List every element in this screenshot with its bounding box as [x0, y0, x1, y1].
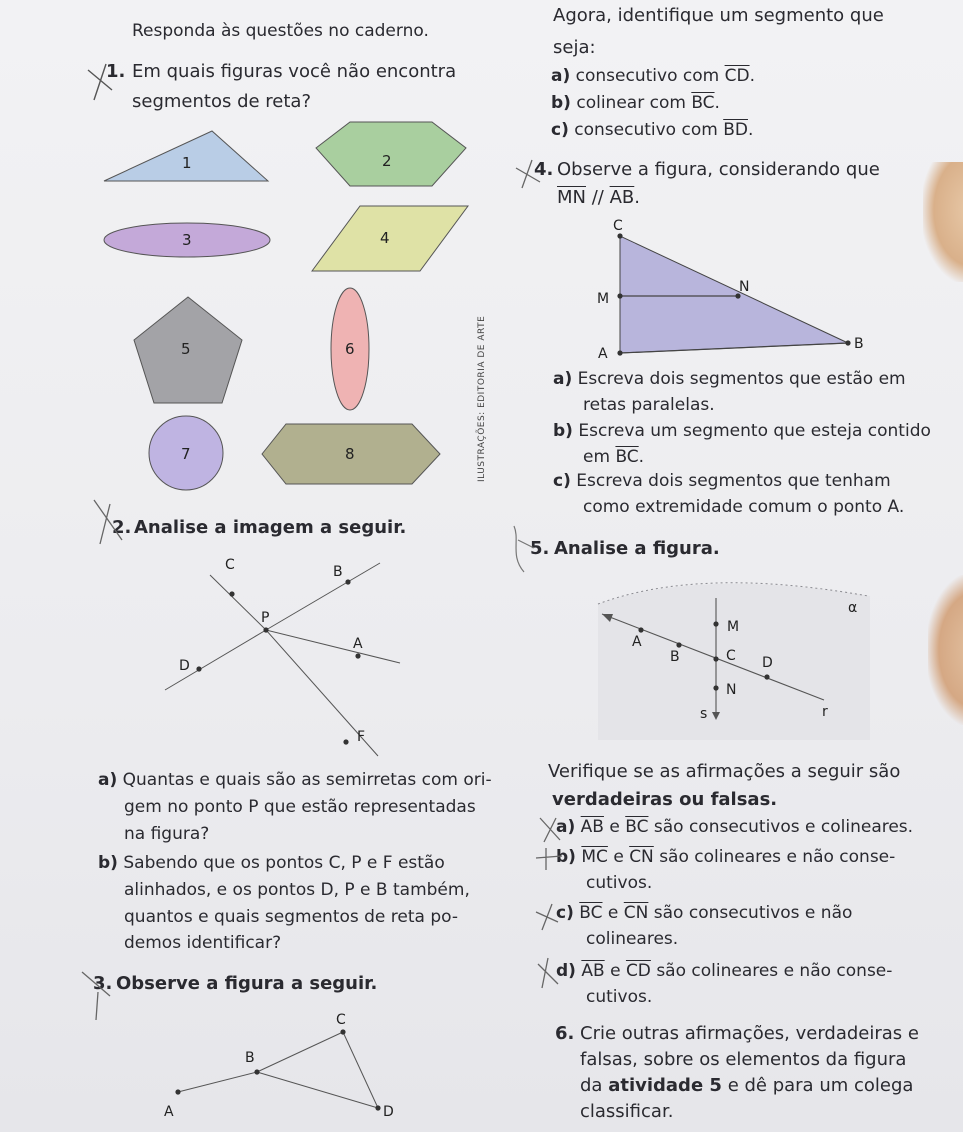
segment-bc: $\overline{BC}$	[615, 447, 639, 467]
q2-label-p: P	[261, 610, 270, 626]
q5-text: Analise a figura.	[554, 538, 720, 559]
q4-item-c-line2: como extremidade comum o ponto A.	[583, 497, 905, 517]
right-item-b: b) colinear com $\overline{BC}$.	[551, 93, 720, 113]
q2-item-b-line4: demos identificar?	[124, 933, 282, 953]
q5-verify-line1: Verifique se as afirmações a seguir são	[548, 761, 901, 782]
point-f	[343, 739, 348, 744]
point-c	[713, 656, 718, 661]
q4-number: 4.	[534, 159, 554, 180]
segment-ab: $\overline{AB}$	[609, 187, 635, 208]
q5-verify-line2: verdadeiras ou falsas.	[552, 789, 778, 810]
point-a	[175, 1089, 180, 1094]
q2-label-d: D	[179, 658, 190, 674]
item-label: d)	[556, 961, 576, 981]
q2-label-b: B	[333, 564, 343, 580]
q3-label-d: D	[383, 1104, 394, 1120]
q2-item-a-line3: na figura?	[124, 824, 210, 844]
segment: $\overline{CN}$	[623, 903, 649, 923]
item-label: a)	[98, 770, 118, 790]
segment: $\overline{BC}$	[625, 817, 649, 837]
item-text: são consecutivos e não	[653, 903, 853, 923]
q5-label-m: M	[727, 619, 740, 635]
segment-bd: $\overline{BD}$	[723, 120, 748, 140]
q4-label-c: C	[613, 218, 623, 234]
point-d	[375, 1105, 380, 1110]
figure-label-3: 3	[182, 231, 192, 249]
point-c	[229, 591, 234, 596]
q5-label-alpha: α	[848, 600, 858, 616]
q2-label-f: F	[357, 729, 366, 745]
segment: $\overline{CD}$	[625, 961, 651, 981]
q3-number: 3.	[93, 973, 113, 994]
item-text: Escreva um segmento que esteja contido	[578, 421, 931, 441]
point-m	[713, 621, 718, 626]
q4-label-n: N	[739, 279, 750, 295]
activity-reference: atividade 5	[608, 1075, 722, 1096]
q2-item-b-line3: quantos e quais segmentos de reta po-	[124, 907, 458, 927]
q6-text-line4: classificar.	[580, 1101, 674, 1122]
item-text: consecutivo com	[575, 66, 720, 86]
thumb-shadow-bottom	[928, 575, 963, 725]
pencil-mark-q1	[88, 64, 112, 100]
q4-item-a-line2: retas paralelas.	[583, 395, 715, 415]
right-intro-line2: seja:	[553, 37, 596, 58]
item-label: a)	[556, 817, 576, 837]
point-b	[845, 340, 850, 345]
q6-text-line2: falsas, sobre os elementos da figura	[580, 1049, 907, 1070]
item-text: são colineares e não conse-	[656, 961, 893, 981]
ray-pc	[210, 575, 266, 630]
segment-cd	[343, 1032, 378, 1108]
q4-label-b: B	[854, 336, 864, 352]
segment-bd	[257, 1072, 378, 1108]
item-text: em	[583, 447, 611, 467]
segment-bc: $\overline{BC}$	[691, 93, 715, 113]
q4-text-line2: $\overline{MN} // \overline{AB}$.	[557, 187, 641, 208]
q5-label-s: s	[700, 706, 708, 722]
point-c	[617, 233, 622, 238]
parallel-symbol: //	[591, 187, 604, 208]
point-n	[713, 685, 718, 690]
point-a	[638, 627, 643, 632]
q1-number: 1.	[106, 61, 126, 82]
q4-label-a: A	[598, 346, 608, 362]
q6-number: 6.	[555, 1023, 575, 1044]
parallelogram-shape	[312, 206, 468, 271]
q4-item-b-line2: em $\overline{BC}$.	[583, 447, 645, 467]
segment: $\overline{CN}$	[629, 847, 654, 867]
q4-label-m: M	[597, 291, 610, 307]
item-label: c)	[553, 471, 571, 491]
q5-item-b-line2: cutivos.	[586, 873, 653, 893]
q5-label-n: N	[726, 682, 737, 698]
item-text: Quantas e quais são as semirretas com ori-	[122, 770, 492, 790]
item-label: a)	[551, 66, 571, 86]
q3-label-b: B	[245, 1050, 255, 1066]
q6-text-line1: Crie outras afirmações, verdadeiras e	[580, 1023, 919, 1044]
segment-mn: $\overline{MN}$	[557, 187, 586, 208]
item-text: são consecutivos e colineares.	[653, 817, 914, 837]
point-b	[676, 642, 681, 647]
item-text: colinear com	[576, 93, 686, 113]
segment: $\overline{BC}$	[579, 903, 603, 923]
q5-item-c-line2: colineares.	[586, 929, 679, 949]
segment: $\overline{MC}$	[581, 847, 608, 867]
item-label: c)	[556, 903, 574, 923]
q3-text: Observe a figura a seguir.	[116, 973, 378, 994]
segment-cd: $\overline{CD}$	[724, 66, 750, 86]
instruction-text: Responda às questões no caderno.	[132, 21, 429, 41]
q2-text: Analise a imagem a seguir.	[134, 517, 407, 538]
point-a	[355, 653, 360, 658]
point-d	[196, 666, 201, 671]
thumb-shadow-top	[923, 162, 963, 282]
item-label: b)	[553, 421, 573, 441]
q5-number: 5.	[530, 538, 550, 559]
figure-label-7: 7	[181, 445, 191, 463]
q5-label-r: r	[822, 704, 828, 720]
pencil-mark-q2	[94, 500, 122, 544]
point-a	[617, 350, 622, 355]
q1-text-line1: Em quais figuras você não encontra	[132, 61, 457, 82]
q5-label-b: B	[670, 649, 680, 665]
q2-number: 2.	[112, 517, 132, 538]
q2-label-a: A	[353, 636, 363, 652]
point-p	[263, 627, 268, 632]
item-text: Sabendo que os pontos C, P e F estão	[123, 853, 445, 873]
segment-ab	[178, 1072, 257, 1092]
q2-lines	[165, 563, 400, 756]
pencil-mark-q5	[514, 526, 534, 572]
pencil-marks-q5-items	[536, 818, 562, 988]
item-label: b)	[98, 853, 118, 873]
item-text: e	[607, 903, 619, 923]
point-b	[254, 1069, 259, 1074]
item-label: a)	[553, 369, 573, 389]
figure-label-6: 6	[345, 340, 355, 358]
item-text: e dê para um colega	[727, 1075, 914, 1096]
q2-item-b-line2: alinhados, e os pontos D, P e B também,	[124, 880, 470, 900]
item-label: b)	[556, 847, 576, 867]
q5-item-d-line2: cutivos.	[586, 987, 653, 1007]
illustration-credit: ILUSTRAÇÕES: EDITORIA DE ARTE	[477, 315, 487, 482]
ray-pa	[266, 630, 400, 663]
q2-item-a-line2: gem no ponto P que estão representadas	[124, 797, 476, 817]
q2-label-c: C	[225, 557, 235, 573]
pencil-mark-q4	[516, 160, 540, 188]
segment: $\overline{AB}$	[581, 961, 605, 981]
figure-label-5: 5	[181, 340, 191, 358]
item-label: c)	[551, 120, 569, 140]
item-text: consecutivo com	[574, 120, 718, 140]
q5-label-c: C	[726, 648, 736, 664]
q1-text-line2: segmentos de reta?	[132, 91, 312, 112]
q3-lines	[178, 1032, 378, 1108]
item-text: e	[613, 847, 624, 867]
figure-label-2: 2	[382, 152, 392, 170]
right-item-a: a) consecutivo com $\overline{CD}$.	[551, 66, 755, 86]
figure-label-1: 1	[182, 154, 192, 172]
q4-text-line1: Observe a figura, considerando que	[557, 159, 880, 180]
item-text: e	[609, 817, 620, 837]
figure-label-4: 4	[380, 229, 390, 247]
ray-pb	[266, 563, 380, 630]
point-c	[340, 1029, 345, 1034]
item-text: são colineares e não conse-	[659, 847, 896, 867]
figure-label-8: 8	[345, 445, 355, 463]
point-m	[617, 293, 622, 298]
right-intro-line1: Agora, identifique um segmento que	[553, 5, 884, 26]
item-text: da	[580, 1075, 603, 1096]
segment: $\overline{AB}$	[580, 817, 604, 837]
pencil-mark-q3	[82, 972, 113, 1020]
segment-bc	[257, 1032, 343, 1072]
q5-label-a: A	[632, 634, 642, 650]
q5-label-d: D	[762, 655, 773, 671]
item-label: b)	[551, 93, 571, 113]
q4-triangle	[620, 236, 848, 353]
item-text: e	[610, 961, 621, 981]
q3-label-c: C	[336, 1012, 346, 1028]
item-text: Escreva dois segmentos que tenham	[576, 471, 891, 491]
item-text: Escreva dois segmentos que estão em	[577, 369, 906, 389]
point-b	[345, 579, 350, 584]
point-d	[764, 674, 769, 679]
q3-label-a: A	[164, 1104, 174, 1120]
right-item-c: c) consecutivo com $\overline{BD}$.	[551, 120, 754, 140]
